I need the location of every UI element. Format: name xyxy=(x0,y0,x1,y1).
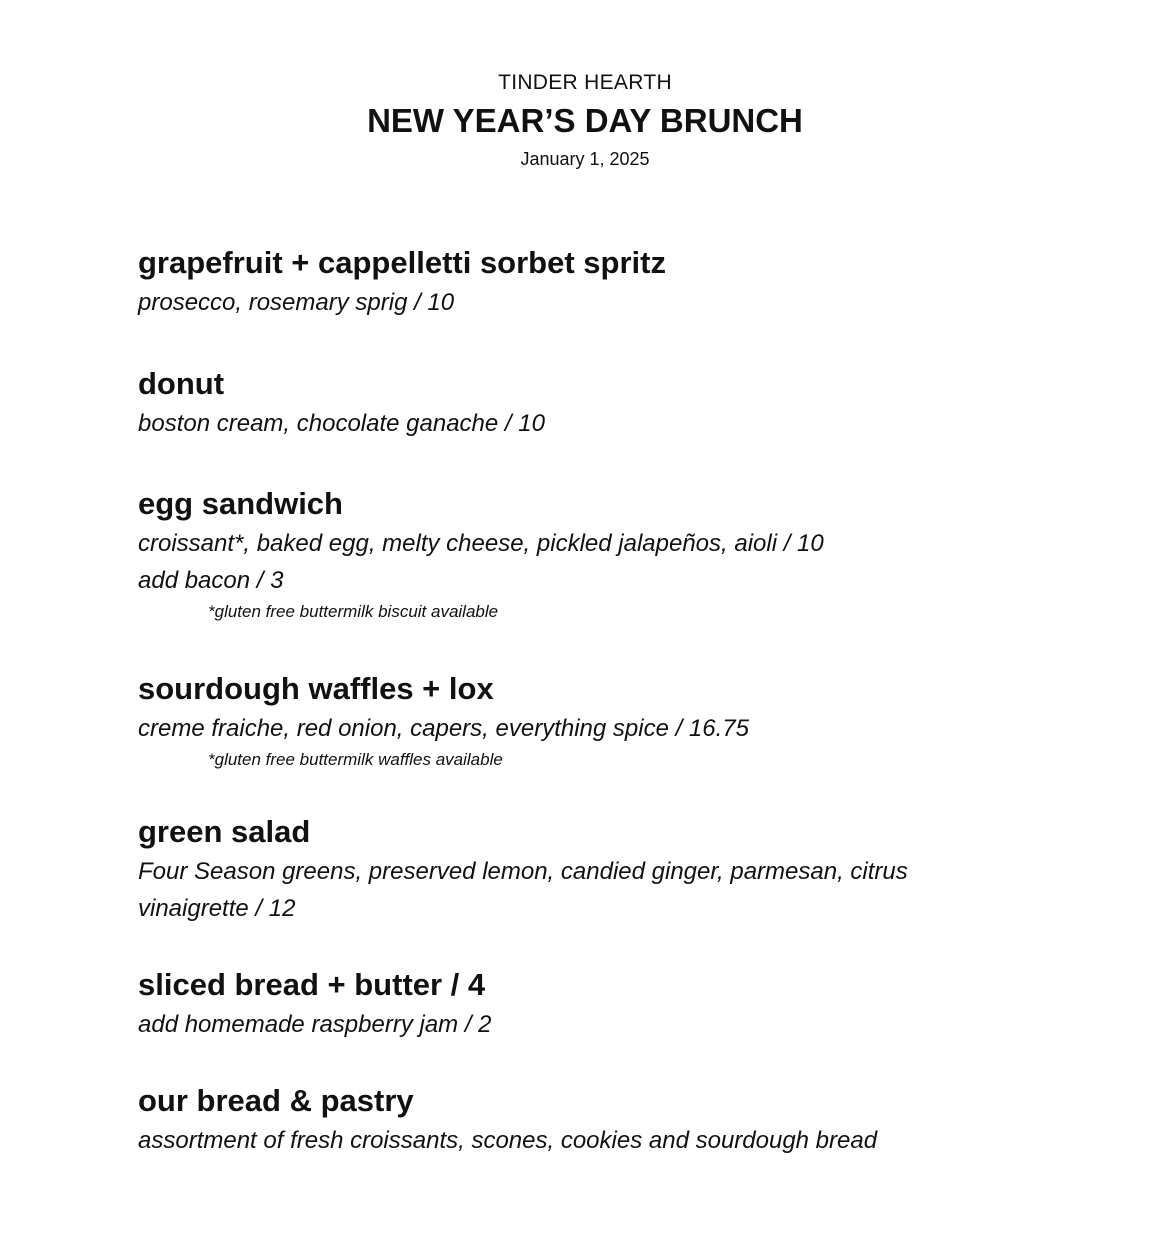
menu-item-name: our bread & pastry xyxy=(138,1083,414,1118)
event-date: January 1, 2025 xyxy=(520,149,650,169)
event-title: NEW YEAR’S DAY BRUNCH xyxy=(367,102,803,139)
menu-item-egg-sandwich xyxy=(138,485,1138,625)
menu-item-name: sourdough waffles + lox xyxy=(138,671,494,706)
menu-item-name: sliced bread + butter / 4 xyxy=(138,967,486,1002)
menu-item-bread-butter xyxy=(138,966,1138,1043)
menu-item-name: egg sandwich xyxy=(138,486,343,521)
menu-item-waffles xyxy=(138,670,1138,773)
menu-item-name: grapefruit + cappelletti sorbet spritz xyxy=(138,245,666,280)
menu-item-spritz xyxy=(138,244,1138,321)
menu-item-bread-pastry xyxy=(138,1082,1138,1159)
menu-item-description: prosecco, rosemary sprig / 10 xyxy=(138,289,455,316)
menu-item-description: creme fraiche, red onion, capers, everything spice / 16.75 xyxy=(138,715,749,742)
menu-item-description: assortment of fresh croissants, scones, cookies and sourdough bread xyxy=(138,1127,878,1154)
menu-item-donut xyxy=(138,365,1138,442)
menu-item-note: *gluten free buttermilk biscuit available xyxy=(208,602,499,621)
menu-item-description: Four Season greens, preserved lemon, candied ginger, parmesan, citrus vinaigrette / 12 xyxy=(138,858,908,922)
menu-item-green-salad xyxy=(138,813,1138,927)
menu-item-name: green salad xyxy=(138,814,311,849)
menu-item-description: add homemade raspberry jam / 2 xyxy=(138,1011,492,1038)
menu-item-note: *gluten free buttermilk waffles available xyxy=(208,750,503,769)
menu-item-description: boston cream, chocolate ganache / 10 xyxy=(138,410,545,437)
menu-item-addon: add bacon / 3 xyxy=(138,567,284,594)
restaurant-name: TINDER HEARTH xyxy=(498,71,672,94)
menu-item-name: donut xyxy=(138,366,225,401)
menu-item-description: croissant*, baked egg, melty cheese, pickled jalapeños, aioli / 10 xyxy=(138,530,824,557)
